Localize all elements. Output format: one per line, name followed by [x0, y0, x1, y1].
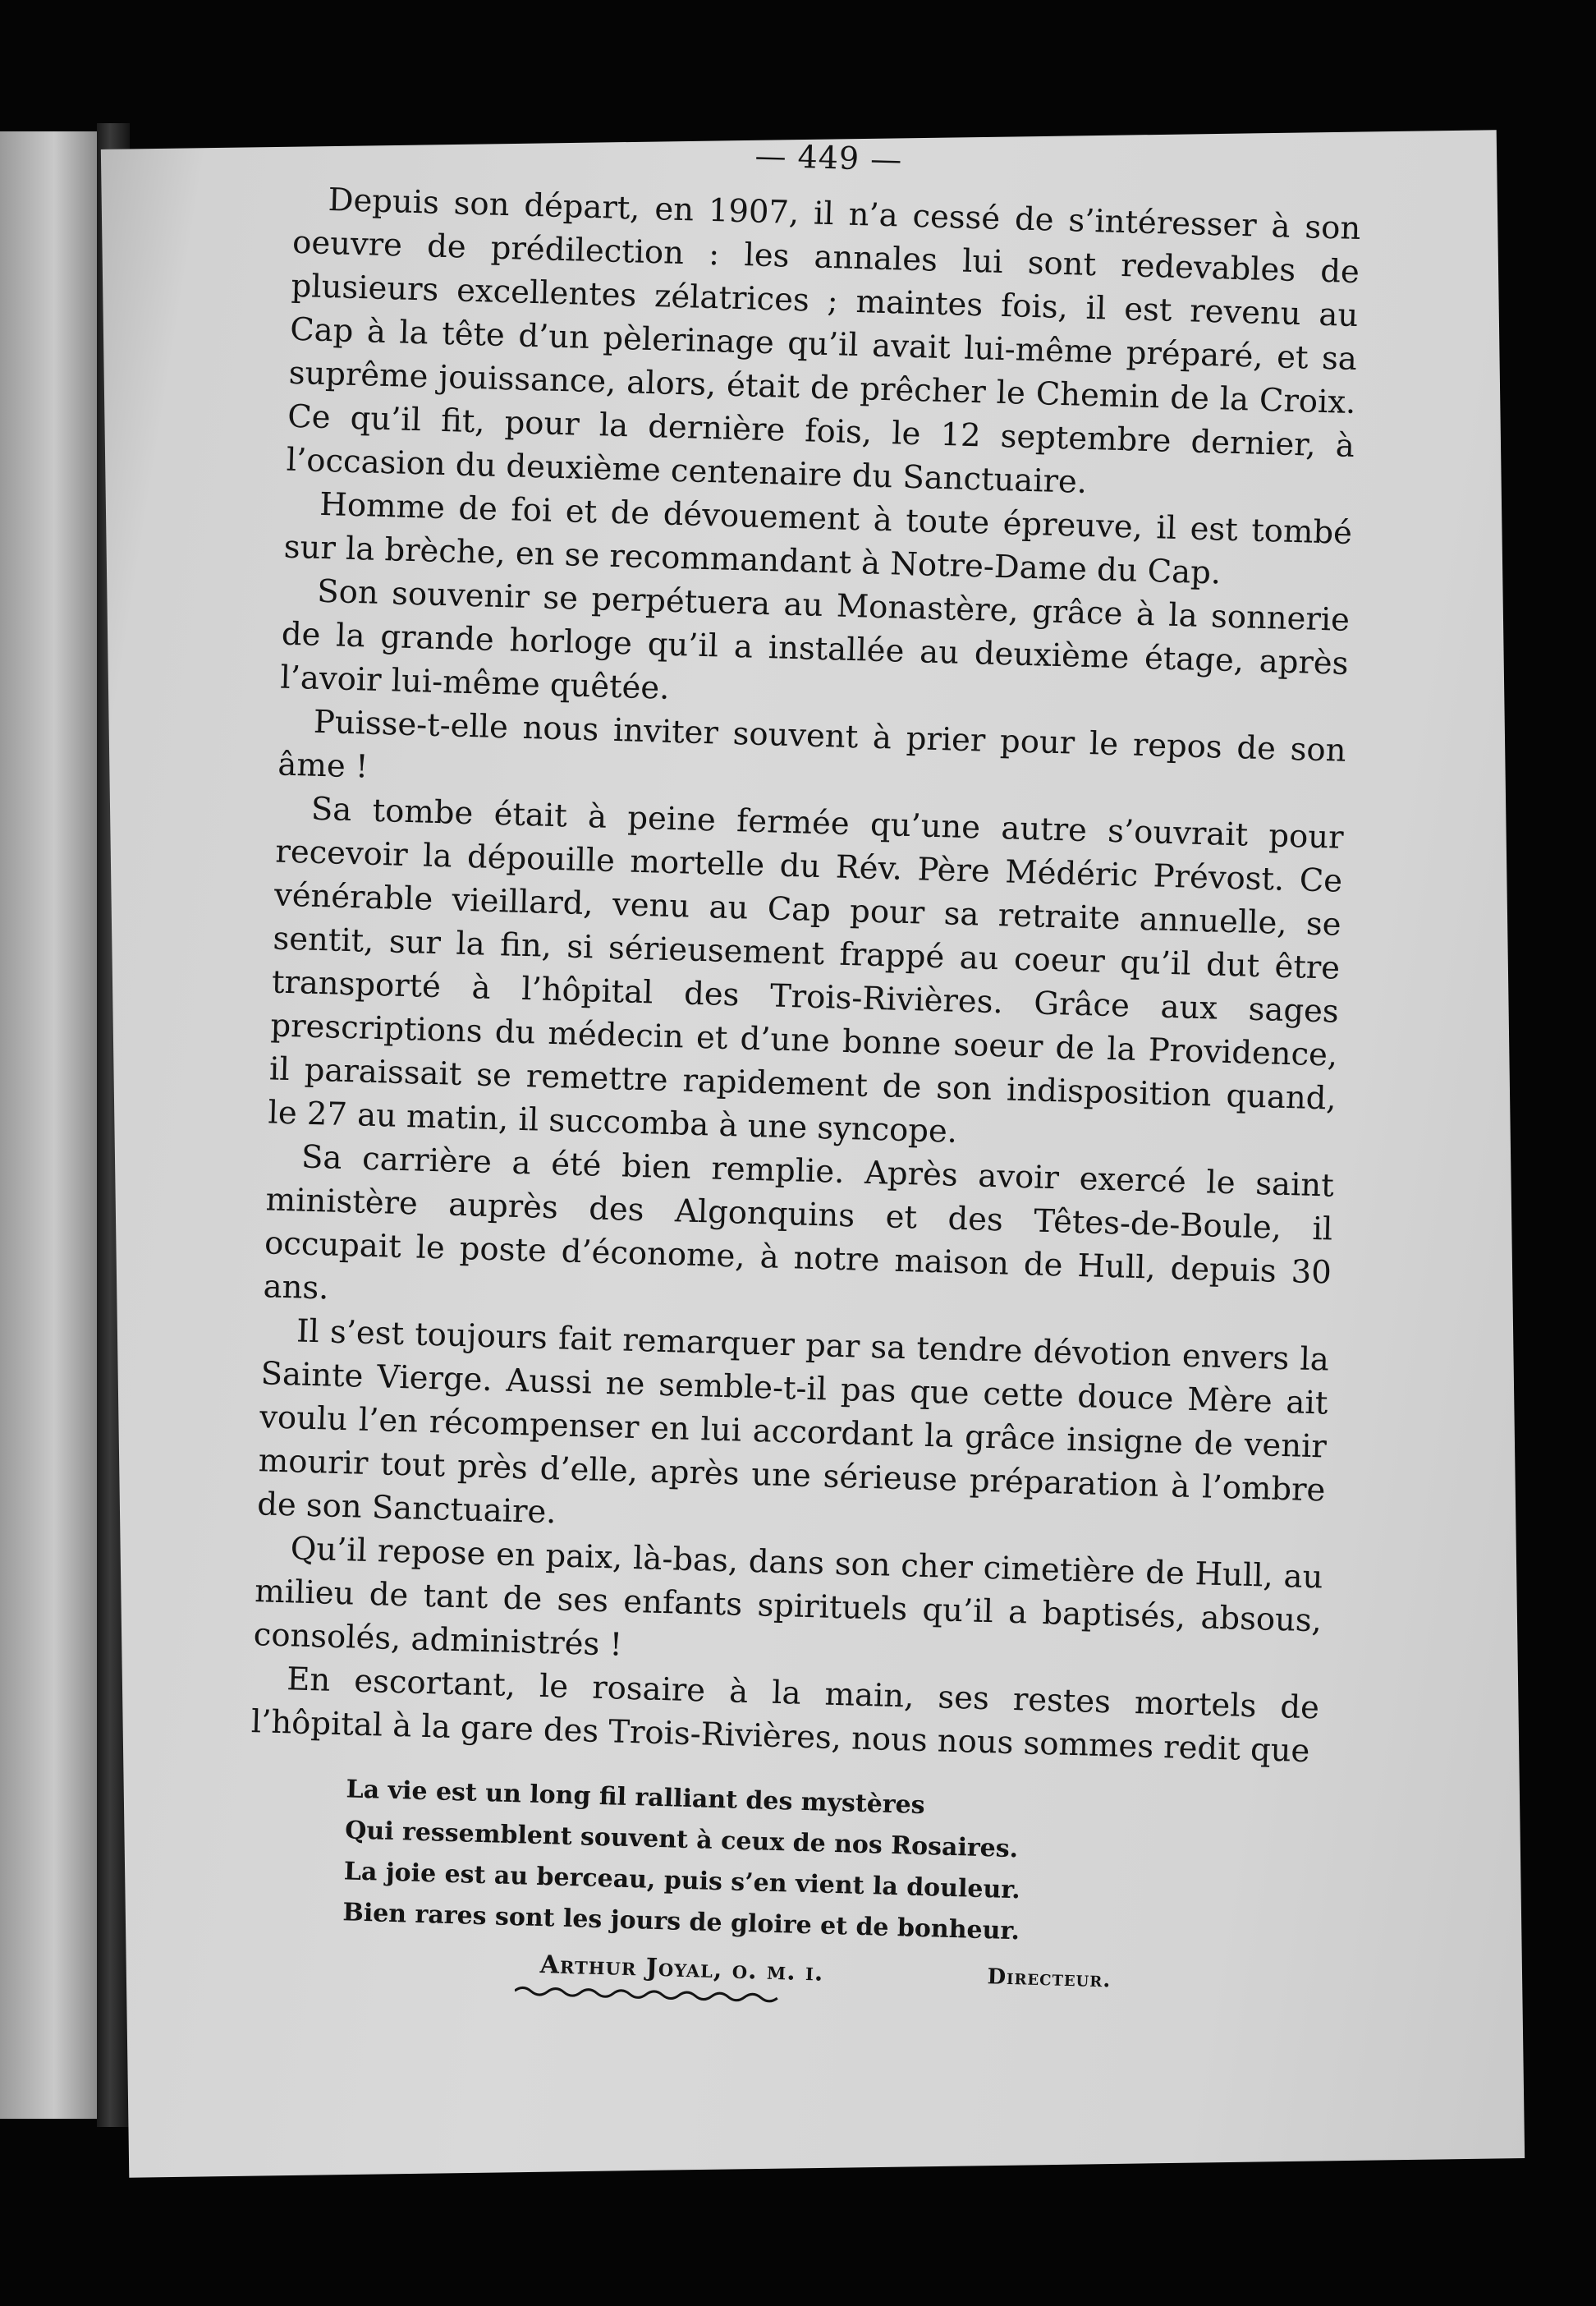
poem-line: Qui ressemblent souvent à ceux de nos Rosaires.	[344, 1816, 1019, 1864]
paragraph: Depuis son départ, en 1907, il n’a cessé de s’intéresser à son oeuvre de prédilection : les annales lui sont redevables de plusieurs excellentes zélatrices ; maintes fois, il est revenu au Cap à la tête d’un pèlerinage qu’il avait lui-même préparé, et sa suprême jouissance, alors, était de prêcher le Chemin de la Croix. Ce qu’il fit, pour la dernière fois, le 12 septembre dernier, à l’occasion du deuxième centenaire du Sanctuaire.	[286, 181, 1361, 501]
paragraph: Qu’il repose en paix, là-bas, dans son cher cimetière de Hull, au milieu de tant de ses enfants spirituels qu’il a baptisés, absous, consolés, administrés !	[253, 1530, 1323, 1664]
paragraph: Sa tombe était à peine fermée qu’une autre s’ouvrait pour recevoir la dépouille mortelle du Rév. Père Médéric Prévost. Ce vénérable vieillard, venu au Cap pour sa retraite annuelle, se sentit, sur la fin, si sérieusement frappé au coeur qu’il dut être transporté à l’hôpital des Trois-Rivières. Grâce aux sages prescriptions du médecin et d’une bonne soeur de la Providence, il paraissait se remettre rapidement de son indisposition quand, le 27 au matin, il succomba à une syncope.	[268, 790, 1345, 1151]
page-number: — 449 —	[754, 137, 903, 178]
poem-line: La vie est un long fil ralliant des mystères	[346, 1775, 926, 1821]
paragraph: Son souvenir se perpétuera au Monastère, grâce à la sonnerie de la grande horloge qu’il a installée au deuxième étage, après l’avoir lui-même quêtée.	[279, 572, 1351, 707]
paragraph: En escortant, le rosaire à la main, ses restes mortels de l’hôpital à la gare des Trois-Rivières, nous nous sommes redit que	[250, 1661, 1320, 1771]
paragraph: Il s’est toujours fait remarquer par sa tendre dévotion envers la Sainte Vierge. Aussi ne semble-t-il pas que cette douce Mère ait voulu l’en récompenser en lui accordant la grâce insigne de venir mourir tout près d’elle, après une sérieuse préparation à l’ombre de son Sanctuaire.	[256, 1312, 1330, 1532]
facing-page-edge	[0, 131, 99, 2119]
paragraph: Homme de foi et de dévouement à toute épreuve, il est tombé sur la brèche, en se recommandant à Notre-Dame du Cap.	[283, 485, 1353, 592]
paragraph: Puisse-t-elle nous inviter souvent à prier pour le repos de son âme !	[277, 703, 1347, 786]
poem-line: Bien rares sont les jours de gloire et de bonheur.	[342, 1898, 1020, 1946]
signature-name: Arthur Joyal, o. m. i.	[539, 1950, 824, 1987]
page-content	[244, 125, 1363, 2018]
poem-line: La joie est au berceau, puis s’en vient la douleur.	[343, 1857, 1021, 1905]
poem-verse	[342, 1769, 1317, 1960]
signature-title: Directeur.	[987, 1964, 1112, 1993]
paragraph: Sa carrière a été bien remplie. Après avoir exercé le saint ministère auprès des Algonquins et des Têtes-de-Boule, il occupait le poste d’économe, à notre maison de Hull, depuis 30 ans.	[263, 1138, 1335, 1307]
